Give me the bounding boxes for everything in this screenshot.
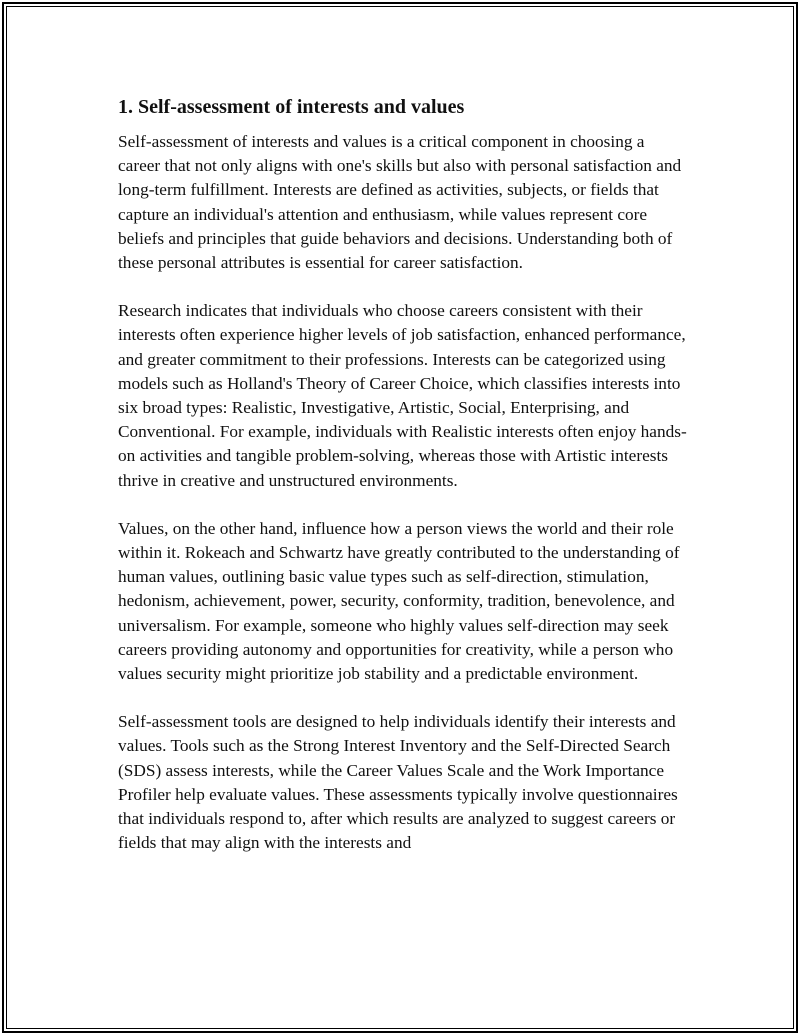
paragraph-4: Self-assessment tools are designed to help individuals identify their interests and values. Tools such as the Strong Interest Inventory and the Self-Directed Search (SDS) assess interests, while the Career Values Scale and the Work Importance Profiler help evaluate values. These assessments typically involve questionnaires that individuals respond to, after which results are analyzed to suggest careers or fields that may align with the interests and [118, 712, 678, 853]
section-heading: 1. Self-assessment of interests and values [118, 96, 465, 118]
paragraph-2: Research indicates that individuals who choose careers consistent with their interests often experience higher levels of job satisfaction, enhanced performance, and greater commitment to their professions. Interests can be categorized using models such as Holland's Theory of Career Choice, which classifies interests into six broad types: Realistic, Investigative, Artistic, Social, Enterprising, and Conventional. For example, individuals with Realistic interests often enjoy hands-on activities and tangible problem-solving, whereas those with Artistic interests thrive in creative and unstructured environments. [118, 301, 687, 490]
paragraph-1: Self-assessment of interests and values is a critical component in choosing a career that not only aligns with one's skills but also with personal satisfaction and long-term fulfillment. Interests are defined as activities, subjects, or fields that capture an individual's attention and enthusiasm, while values represent core beliefs and principles that guide behaviors and decisions. Understanding both of these personal attributes is essential for career satisfaction. [118, 132, 682, 273]
paragraph-3: Values, on the other hand, influence how a person views the world and their role within it. Rokeach and Schwartz have greatly contributed to the understanding of human values, outlining basic value types such as self-direction, stimulation, hedonism, achievement, power, security, conformity, tradition, benevolence, and universalism. For example, someone who highly values self-direction may seek careers providing autonomy and opportunities for creativity, while a person who values security might prioritize job stability and a predictable environment. [118, 518, 680, 684]
document-body [118, 96, 688, 879]
